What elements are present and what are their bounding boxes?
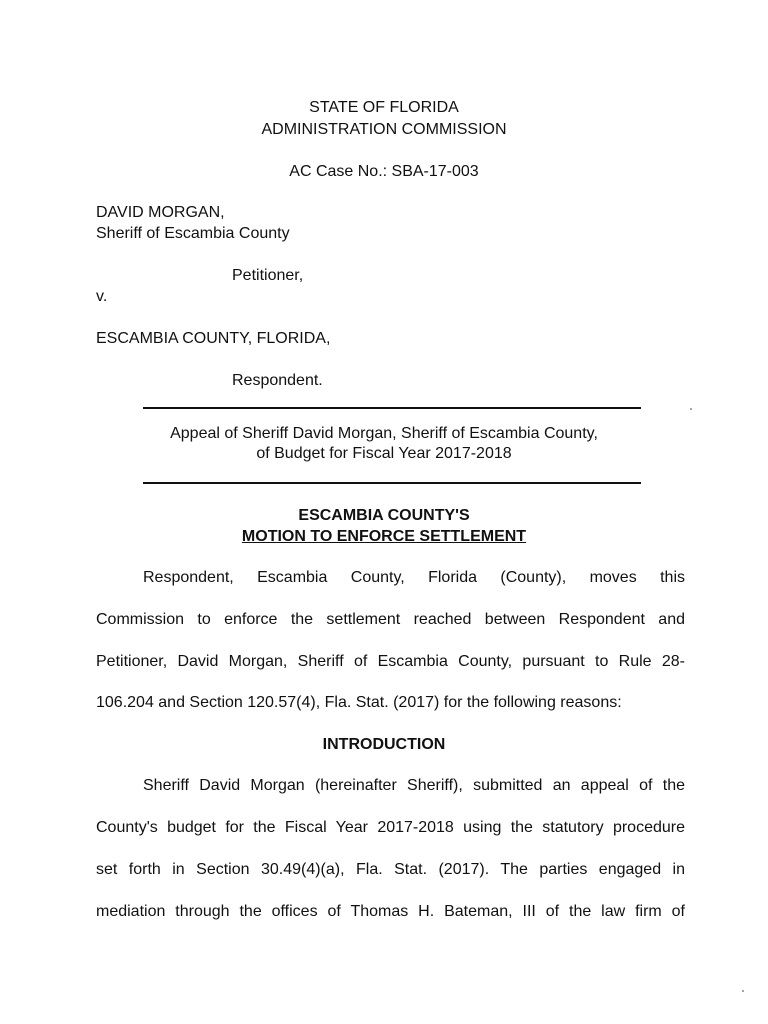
scan-speck <box>690 408 692 410</box>
bottom-divider <box>143 482 641 484</box>
paragraph-2-line-3: set forth in Section 30.49(4)(a), Fla. Stat. (2017). The parties engaged in <box>96 861 685 878</box>
paragraph-1-line-1: Respondent, Escambia County, Florida (County), moves this <box>143 569 685 586</box>
paragraph-1-line-2: Commission to enforce the settlement reached between Respondent and <box>96 611 685 628</box>
appeal-line-1: Appeal of Sheriff David Morgan, Sheriff of Escambia County, <box>170 425 598 442</box>
paragraph-2-line-1: Sheriff David Morgan (hereinafter Sheriff), submitted an appeal of the <box>143 777 685 794</box>
appeal-line-2: of Budget for Fiscal Year 2017-2018 <box>256 445 512 462</box>
respondent-name: ESCAMBIA COUNTY, FLORIDA, <box>96 330 331 347</box>
commission-heading: ADMINISTRATION COMMISSION <box>261 121 507 138</box>
state-heading: STATE OF FLORIDA <box>309 99 459 116</box>
case-number: AC Case No.: SBA-17-003 <box>289 163 479 180</box>
motion-title-line-1: ESCAMBIA COUNTY'S <box>298 507 470 524</box>
scan-speck <box>742 990 744 992</box>
paragraph-2-line-4: mediation through the offices of Thomas H. Bateman, III of the law firm of <box>96 903 685 920</box>
paragraph-1-line-3: Petitioner, David Morgan, Sheriff of Escambia County, pursuant to Rule 28- <box>96 653 685 670</box>
petitioner-name: DAVID MORGAN, <box>96 204 225 221</box>
versus-label: v. <box>96 288 108 305</box>
paragraph-2-line-2: County's budget for the Fiscal Year 2017-2018 using the statutory procedure <box>96 819 685 836</box>
petitioner-title: Sheriff of Escambia County <box>96 225 290 242</box>
top-divider <box>143 407 641 409</box>
paragraph-1-line-4: 106.204 and Section 120.57(4), Fla. Stat. (2017) for the following reasons: <box>96 694 622 711</box>
respondent-label: Respondent. <box>232 372 323 389</box>
motion-title-text: MOTION TO ENFORCE SETTLEMENT <box>241 528 527 545</box>
motion-title-line-2 <box>0 527 768 547</box>
petitioner-label: Petitioner, <box>232 267 304 284</box>
introduction-heading: INTRODUCTION <box>322 736 446 753</box>
